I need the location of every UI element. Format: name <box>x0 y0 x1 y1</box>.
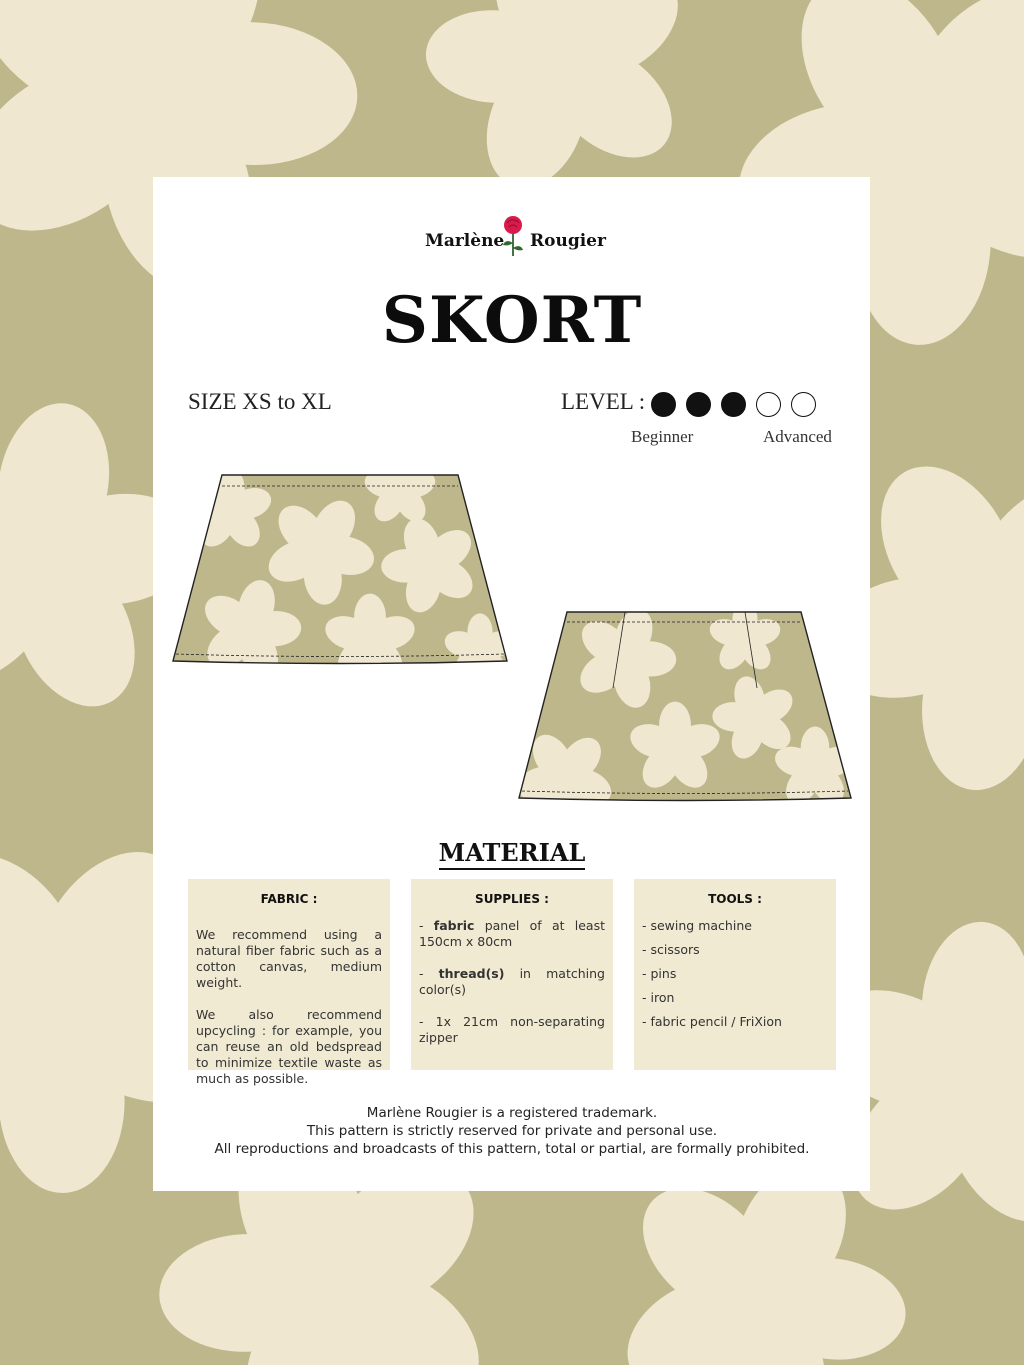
fabric-box <box>188 879 390 1086</box>
fabric-heading: FABRIC : <box>260 892 318 906</box>
supplies-box <box>411 879 613 1070</box>
supplies-heading: SUPPLIES : <box>475 892 549 906</box>
tools-item-2: - scissors <box>642 942 700 957</box>
skort-back-illustration <box>515 608 860 808</box>
level-dot-4 <box>756 392 781 417</box>
footer-line-1: Marlène Rougier is a registered trademark. <box>366 1105 658 1121</box>
footer-line-2: This pattern is strictly reserved for private and personal use. <box>306 1123 718 1139</box>
tools-item-4: - iron <box>642 990 675 1005</box>
supplies-item-fabric: - fabric panel of at least 150cm x 80cm <box>419 918 605 949</box>
level-dot-2 <box>686 392 711 417</box>
brand-first-name: Marlène <box>425 231 505 251</box>
size-range: SIZE XS to XL <box>188 389 332 414</box>
tools-item-1: - sewing machine <box>642 918 752 933</box>
brand-last-name: Rougier <box>530 231 606 251</box>
tools-heading: TOOLS : <box>708 892 762 906</box>
fabric-text-2: We also recommend upcycling : for example, you can reuse an old bedspread to minimize textile waste as much as possible. <box>196 1007 382 1086</box>
level-rating <box>651 392 816 417</box>
level-dot-3 <box>721 392 746 417</box>
skort-front-illustration <box>170 470 515 670</box>
rose-icon <box>500 215 526 257</box>
pattern-title: SKORT <box>381 283 643 358</box>
level-max-label: Advanced <box>763 427 832 446</box>
level-dot-5 <box>791 392 816 417</box>
fabric-text-1: We recommend using a natural fiber fabric such as a cotton canvas, medium weight. <box>196 927 382 990</box>
level-dot-1 <box>651 392 676 417</box>
level-label: LEVEL : <box>561 389 646 414</box>
material-heading: MATERIAL <box>0 838 1024 867</box>
footer-line-3: All reproductions and broadcasts of this pattern, total or partial, are formally prohibited. <box>214 1141 810 1157</box>
legal-footer <box>0 1104 1024 1158</box>
tools-box <box>634 879 836 1070</box>
tools-item-3: - pins <box>642 966 677 981</box>
supplies-item-thread: - thread(s) in matching color(s) <box>419 966 605 997</box>
level-min-label: Beginner <box>631 427 694 446</box>
supplies-item-zipper: - 1x 21cm non-separating zipper <box>419 1014 605 1045</box>
tools-item-5: - fabric pencil / FriXion <box>642 1014 782 1029</box>
